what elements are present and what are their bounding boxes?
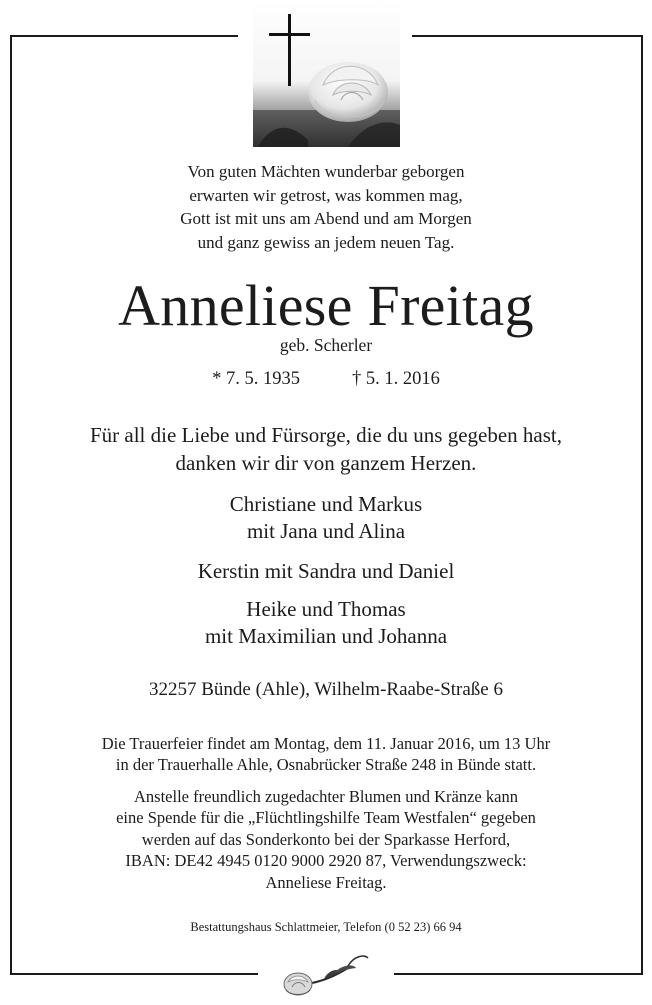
poem-line: und ganz gewiss an jedem neuen Tag. xyxy=(197,232,455,252)
donation-line: Anstelle freundlich zugedachter Blumen und Kränze kann xyxy=(134,787,518,806)
poem-line: Gott ist mit uns am Abend und am Morgen xyxy=(180,209,472,228)
deceased-name: Anneliese Freitag xyxy=(118,273,534,338)
donation-line: werden auf das Sonderkonto bei der Sparkasse Herford, xyxy=(141,829,511,849)
donation-line: IBAN: DE42 4945 0120 9000 2920 87, Verwendungszweck: xyxy=(125,851,527,871)
mourner-line: mit Maximilian und Johanna xyxy=(204,624,448,648)
mourner-line: Heike und Thomas xyxy=(246,597,406,621)
donation-info xyxy=(0,786,652,893)
frame-bottom-left-line xyxy=(10,973,258,975)
ceremony-line: Die Trauerfeier findet am Montag, dem 11. Januar 2016, um 13 Uhr xyxy=(101,734,551,753)
rose-photo xyxy=(276,946,376,1000)
frame-top-left-line xyxy=(10,35,238,37)
mourner-line: Kerstin mit Sandra und Daniel xyxy=(197,559,455,583)
funeral-home-contact: Bestattungshaus Schlattmeier, Telefon (0 52 23) 66 94 xyxy=(190,920,462,934)
mourner-group xyxy=(0,596,652,650)
thanks-line: danken wir dir von ganzem Herzen. xyxy=(175,451,477,475)
donation-line: Anneliese Freitag. xyxy=(265,872,387,892)
maiden-name: geb. Scherler xyxy=(279,335,373,355)
thanks-line: Für all die Liebe und Fürsorge, die du uns gegeben hast, xyxy=(89,423,563,447)
poem-line: erwarten wir getrost, was kommen mag, xyxy=(189,185,463,205)
life-dates xyxy=(0,366,652,392)
mourner-group xyxy=(0,558,652,585)
cross-and-rose-photo xyxy=(253,0,400,147)
mourner-line: Christiane und Markus xyxy=(229,492,423,516)
mourner-line: mit Jana und Alina xyxy=(246,519,406,543)
donation-line: eine Spende für die „Flüchtlingshilfe Team Westfalen“ gegeben xyxy=(116,808,536,828)
frame-bottom-right-line xyxy=(394,973,643,975)
poem-line: Von guten Mächten wunderbar geborgen xyxy=(187,162,465,181)
poem xyxy=(0,160,652,254)
ceremony-line: in der Trauerhalle Ahle, Osnabrücker Straße 248 in Bünde statt. xyxy=(115,755,537,775)
ceremony-info xyxy=(0,733,652,776)
frame-top-right-line xyxy=(412,35,643,37)
mourner-group xyxy=(0,491,652,545)
family-address: 32257 Bünde (Ahle), Wilhelm-Raabe-Straße 6 xyxy=(149,679,503,700)
thanks-text xyxy=(0,421,652,477)
death-date: † 5. 1. 2016 xyxy=(352,369,440,389)
birth-date: * 7. 5. 1935 xyxy=(212,369,300,389)
